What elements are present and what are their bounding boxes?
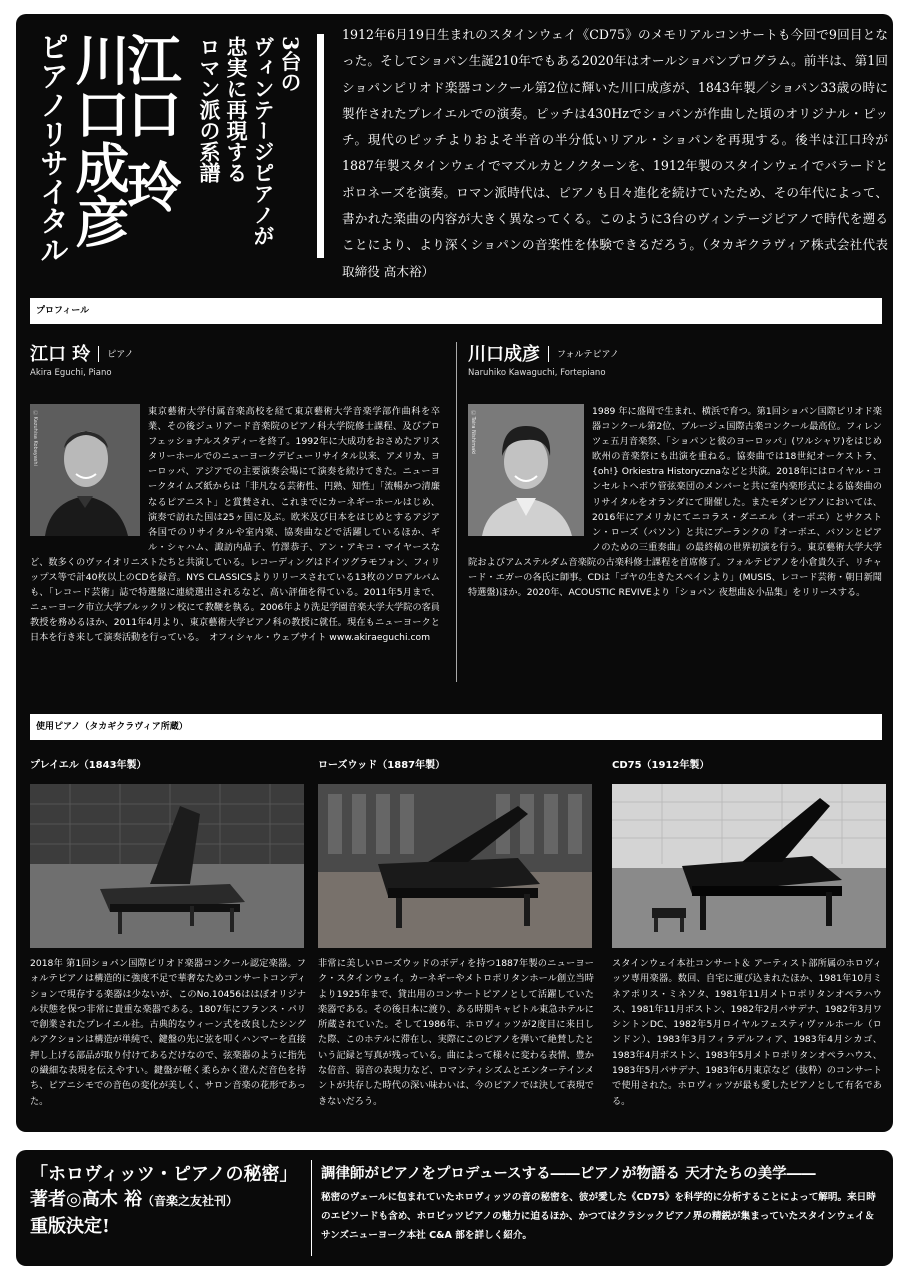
kawaguchi-photo-credit: Ⓒ Taira Nishimaki bbox=[470, 410, 476, 455]
catch-line-2: ヴィンテージピアノが bbox=[251, 36, 276, 246]
title-accent-bar bbox=[317, 34, 324, 258]
piano-pleyel-title: プレイエル（1843年製） bbox=[30, 760, 147, 771]
intro-text: 1912年6月19日生まれのスタインウェイ《CD75》のメモリアルコンサートも今回で9回目となった。そしてショパン生誕210年でもある2020年はオールショパンプログラム。前半は、第1回ショパンピリオド楽器コンクール第2位に輝いた川口成彦が、1843年製／ショパン33歳の時に製作されたプレイエルでの演奏。ピッチは430Hzでショパンが作曲した頃のオリジナル・ピッチ。現代のピッチよりおよそ半音の半分低いリアル・ショパンを再現する。後半は江口玲が1887年製スタインウェイでマズルカとノクターンを、1912年製のスタインウェイでバラードとポロネーズを演奏。ロマン派時代は、ピアノも日々進化を続けていたため、その年代によって、書かれた楽曲の内容が大きく異なってくる。このように3台のヴィンテージピアノで時代を遡ることにより、より深くショパンの音楽性を体験できるだろう。（タカギクラヴィア株式会社代表取締役 高木裕） bbox=[342, 27, 888, 279]
title-subtitle: ピアノリサイタル bbox=[36, 32, 70, 264]
title-name-eguchi: 江口 玲 bbox=[119, 32, 183, 213]
book-publisher: （音楽之友社刊） bbox=[141, 1194, 238, 1208]
eguchi-bio bbox=[30, 404, 440, 646]
eguchi-role: ピアノ bbox=[107, 350, 134, 360]
piano-pleyel-desc: 2018年 第1回ショパン国際ピリオド楽器コンクール認定楽器。フォルテピアノは構造的に強度不足で華奢なためコンサートコンディションで現存する楽器は少ないが、このNo.10456ははぼオリジナル状態を保つ非常に貴重な楽器である。1807年にフランス・パリで創業されたプレイエル社。古典的なウィーン式を改良したシングルアクションは構造が単純で、鍵盤の先に弦を叩くハンマーを直接押し上げる部品が取り付けてあるだけなので、弦楽器のように指先の繊細な表現を伝えやすい。鍵盤が軽く柔らかく澄んだ音色を持ち、ピアニシモでの音色の変化が美しく、サロン音楽の花形であった。 bbox=[30, 958, 306, 1107]
piano-cd75-desc: スタインウェイ本社コンサート＆ アーティスト部所属のホロヴィッツ専用楽器。数回、自宅に運び込まれたほか、1981年10月ミネアポリス・ミネソタ、1981年11月メトロポリタンオペラハウス、1981年11月ボストン、1982年2月パサデナ、1982年3月ワシントンDC、1982年5月ロイヤルフェスティヴァルホール（ロンドン）、1983年3月フィラデルフィア、1983年4月シカゴ、1983年4月ボストン、1983年5月メトロポリタンオペラハウス、1983年5月パサデナ、1983年6月東京など（抜粋）のコンサートで使用された。ホロヴィッツが最も愛したピアノとして有名である。 bbox=[612, 958, 882, 1107]
piano-cd75-photo bbox=[612, 784, 886, 948]
piano-cd75-title: CD75（1912年製） bbox=[612, 760, 710, 771]
book-title: 「ホロヴィッツ・ピアノの秘密」 bbox=[30, 1164, 298, 1185]
title-name-kawaguchi: 川口成彦 bbox=[67, 32, 131, 248]
eguchi-photo-float bbox=[30, 404, 148, 542]
name-separator bbox=[98, 346, 99, 362]
catch-line-3: 忠実に再現する bbox=[224, 36, 249, 183]
piano-rosewood-title: ローズウッド（1887年製） bbox=[318, 760, 446, 771]
kawaguchi-role: フォルテピアノ bbox=[557, 350, 619, 360]
eguchi-bio-text: 東京藝術大学付属音楽高校を経て東京藝術大学音楽学部作曲科を卒業、その後ジュリアード音楽院のピアノ科大学院修士課程、及びプロフェッショナルスタディーを終了。1992年に大成功をおさめたアリスタリーホールでのニューヨークデビューリサイタル以来、アメリカ、ヨーロッパ、アジアでの主要演奏会場にて演奏を続けてきた。ニューヨークタイムズ紙からは「非凡なる芸術性、円熟、知性」「流暢かつ清廉なるピアニスト」と賞賛され、これまでにカーネギーホールはじめ、演奏で訪れた国は25ヶ国に及ぶ。欧米及び日本をはじめとするアジア各国でのリサイタルや室内楽、協奏曲などで活躍しているほか、ギル・シャハム、諏訪内晶子、竹澤恭子、アン・アキコ・マイヤースなど、数多くのヴァイオリニストたちと共演している。レコーディングはドイツグラモフォン、フィリップス等で計40枚以上のCDを録音。NYS CLASSICSよりリリースされている13枚のソロアルバムも、「レコード芸術」誌で特選盤に連続選出されるなど、高い評価を得ている。2011年5月まで、ニューヨーク市立大学ブルックリン校にて教鞭を執る。2006年より洗足学園音楽大学大学院の客員教授を務めるほか、2011年4月より、東京藝術大学ピアノ科の教授に就任。現在もニューヨークと日本を行き来して演奏活動を行っている。 オフィシャル・ウェブサイト www.akiraeguchi.com bbox=[30, 406, 440, 644]
main-panel bbox=[16, 14, 893, 1132]
eguchi-name-heading bbox=[30, 340, 134, 366]
pianos-section-header: 使用ピアノ（タカギクラヴィア所蔵） bbox=[30, 714, 882, 740]
kawaguchi-name-heading bbox=[468, 340, 619, 366]
catch-line-1: 3台の bbox=[278, 36, 303, 93]
eguchi-name-en: Akira Eguchi, Piano bbox=[30, 368, 112, 378]
book-author: 著者◎高木 裕 bbox=[30, 1189, 142, 1210]
book-description: 秘密のヴェールに包まれていたホロヴィッツの音の秘密を、彼が愛した《CD75》を科学的に分析することによって解明。来日時のエピソードも含め、ホロビッツピアノの魅力に迫るほか、かつてはクラシックピアノ界の精鋭が集まっていたスタインウェイ＆サンズニューヨーク本社 C&A 部を詳しく紹介。 bbox=[321, 1192, 876, 1241]
name-separator bbox=[548, 346, 549, 362]
kawaguchi-name: 川口成彦 bbox=[468, 344, 540, 365]
kawaguchi-name-en: Naruhiko Kawaguchi, Fortepiano bbox=[468, 368, 606, 378]
book-headline: 調律師がピアノをプロデュースする――ピアノが物語る 天才たちの美学―― bbox=[321, 1165, 816, 1182]
profile-section-header: プロフィール bbox=[30, 298, 882, 324]
piano-rosewood-desc: 非常に美しいローズウッドのボディを持つ1887年製のニューヨーク・スタインウェイ。カーネギーやメトロポリタンホール創立当時より1925年まで、貸出用のコンサートピアノとして活躍していた楽器である。その後日本に渡り、ある時期キャピトル東急ホテルに所蔵されていた。そして1986年、ホロヴィッツが2度目に来日した際、このホテルに滞在し、実際にこのピアノを弾いて絶賛したという記録と写真が残っている。曲によって様々に変わる表情、豊かな倍音、弱音の表現力など、ロマンティシズムとエンターテインメントが共存した時代の深い味わいは、今のピアノでは決して表現できないだろう。 bbox=[318, 958, 594, 1107]
eguchi-photo-credit: Ⓒ Kazuhisa Kobayashi bbox=[32, 410, 38, 466]
kawaguchi-bio-text: 1989 年に盛岡で生まれ、横浜で育つ。第1回ショパン国際ピリオド楽器コンクール第2位、ブルージュ国際古楽コンクール最高位。フィレンツェ五月音楽祭、「ショパンと彼のヨーロッパ」(ワルシャワ)をはじめ欧州の音楽祭にも出演を重ねる。協奏曲では18世紀オーケストラ、{oh!} Orkiestra Historycznaなどと共演。2018年にはロイヤル・コンセルトヘボウ管弦楽団のメンバーと共に室内楽形式による協奏曲のリサイタルをオランダにて開催した。またモダンピアノにおいては、2016年にアメリカにてニコラス・ダニエル（オーボエ）とサクストン・ローズ（バソン）と共にプーランクの『オーボエ、バソンとピアノのための三重奏曲』の最終稿の世界初演を行う。東京藝術大学大学院およびアムステルダム音楽院の古楽科修士課程を首席修了。フォルテピアノを小倉貴久子、リチャード・エガーの各氏に師事。CDは「ゴヤの生きたスペインより」(MUSIS、レコード芸術・朝日新聞特選盤)ほか。2020年、ACOUSTIC REVIVEより「ショパン 夜想曲＆小品集」をリリースする。 bbox=[468, 406, 882, 599]
piano-rosewood-photo bbox=[318, 784, 592, 948]
book-divider bbox=[311, 1160, 312, 1256]
profile-divider bbox=[456, 342, 457, 682]
piano-pleyel-photo bbox=[30, 784, 304, 948]
book-title-block bbox=[30, 1162, 310, 1239]
book-reprint-notice: 重版決定! bbox=[30, 1216, 110, 1237]
kawaguchi-bio bbox=[468, 404, 882, 600]
catch-line-4: ロマン派の系譜 bbox=[197, 36, 222, 183]
kawaguchi-photo-float bbox=[468, 404, 592, 542]
book-panel bbox=[16, 1150, 893, 1266]
eguchi-name: 江口 玲 bbox=[30, 344, 91, 365]
